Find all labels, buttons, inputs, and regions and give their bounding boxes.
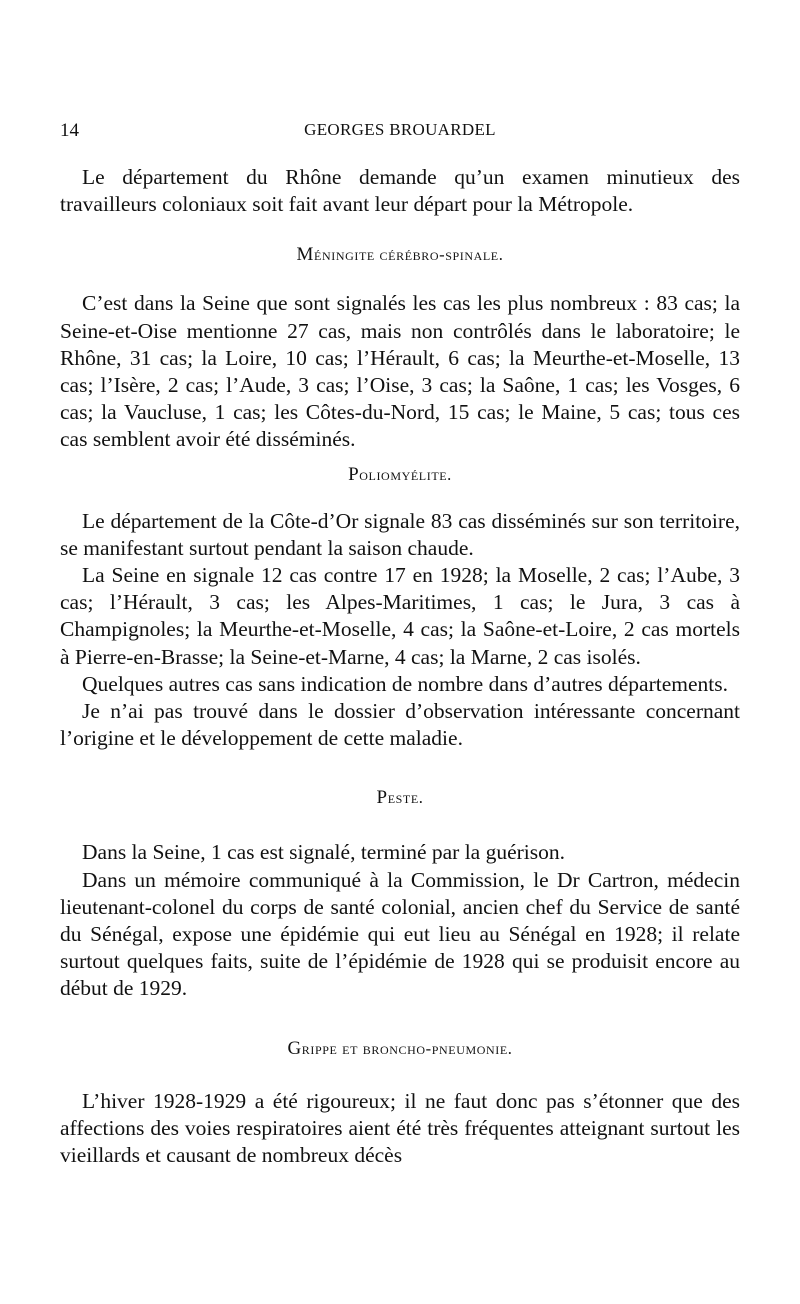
heading-polio-initial: P	[348, 463, 360, 485]
heading-grippe-rest: rippe et broncho-pneumonie.	[301, 1038, 513, 1058]
heading-meningite-initial: M	[296, 244, 315, 266]
polio-paragraph-4: Je n’ai pas trouvé dans le dossier d’observation intéressante concernant l’origine et le développement de cette maladie.	[60, 699, 740, 751]
running-head: GEORGES BROUARDEL	[304, 120, 496, 139]
heading-peste	[60, 787, 740, 809]
heading-grippe-initial: G	[287, 1037, 302, 1059]
page-header	[60, 120, 740, 144]
peste-paragraph-1: Dans la Seine, 1 cas est signalé, terminé par la guérison.	[82, 840, 566, 865]
polio-paragraph-1: Le département de la Côte-d’Or signale 83 cas disséminés sur son territoire, se manifestant surtout pendant la saison chaude.	[60, 508, 740, 560]
heading-grippe	[60, 1038, 740, 1060]
body-text	[60, 164, 740, 1169]
heading-meningite	[60, 244, 740, 266]
heading-poliomyelite	[60, 464, 740, 486]
heading-polio-rest: oliomyélite.	[359, 464, 452, 484]
heading-peste-initial: P	[376, 787, 388, 809]
polio-paragraph-3: Quelques autres cas sans indication de nombre dans d’autres départements.	[82, 671, 728, 696]
heading-meningite-rest: éningite cérébro-spinale.	[314, 245, 504, 265]
page-number: 14	[60, 120, 79, 141]
polio-paragraph-2: La Seine en signale 12 cas contre 17 en 1928; la Moselle, 2 cas; l’Aube, 3 cas; l’Hérault, 3 cas; les Alpes-Maritimes, 1 cas; le Jura, 3 cas à Champignoles; la Meurthe-et-Moselle, 4 cas; la Saône-et-Loire, 2 cas mortels à Pierre-en-Brasse; la Seine-et-Marne, 4 cas; la Marne, 2 cas isolés.	[60, 563, 740, 669]
grippe-paragraph: L’hiver 1928-1929 a été rigoureux; il ne faut donc pas s’étonner que des affections des voies respiratoires aient été très fréquentes atteignant surtout les vieillards et causant de nombreux décès	[60, 1088, 740, 1168]
peste-paragraph-2: Dans un mémoire communiqué à la Commission, le Dr Cartron, médecin lieutenant-colonel du corps de santé colonial, ancien chef du Service de santé du Sénégal, expose une épidémie qui eut lieu au Sénégal en 1928; il relate surtout quelques faits, suite de l’épidémie de 1928 qui se produisit encore au début de 1929.	[60, 867, 740, 1001]
meningite-paragraph: C’est dans la Seine que sont signalés les cas les plus nombreux : 83 cas; la Seine-et-Oise mentionne 27 cas, mais non contrôlés dans le laboratoire; le Rhône, 31 cas; la Loire, 10 cas; l’Hérault, 6 cas; la Meurthe-et-Moselle, 13 cas; l’Isère, 2 cas; l’Aude, 3 cas; l’Oise, 3 cas; la Saône, 1 cas; les Vosges, 6 cas; la Vaucluse, 1 cas; les Côtes-du-Nord, 15 cas; le Maine, 5 cas; tous ces cas semblent avoir été disséminés.	[60, 291, 740, 452]
intro-paragraph: Le département du Rhône demande qu’un examen minutieux des travailleurs coloniaux soit fait avant leur départ pour la Métropole.	[60, 165, 740, 217]
heading-peste-rest: este.	[387, 788, 424, 808]
